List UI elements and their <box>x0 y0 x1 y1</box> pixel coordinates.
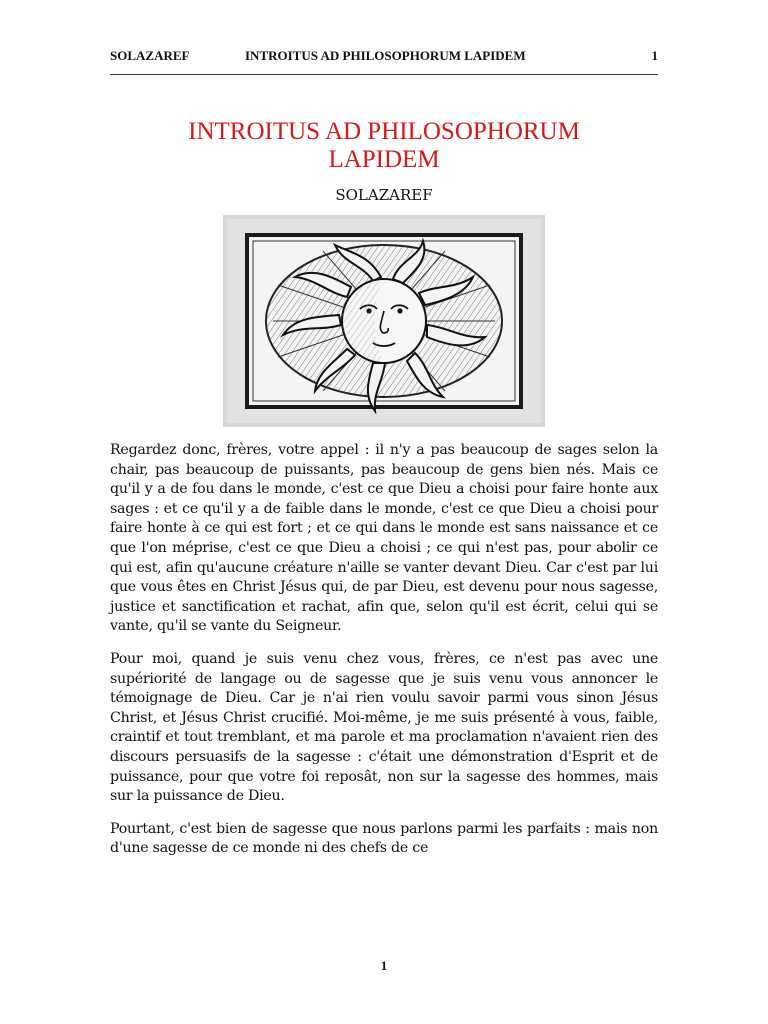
author-name: SOLAZAREF <box>335 186 433 204</box>
header-title: INTROITUS AD PHILOSOPHORUM LAPIDEM <box>245 48 526 63</box>
title-line-1: INTROITUS AD PHILOSOPHORUM <box>188 118 580 145</box>
header-divider <box>110 74 658 75</box>
header-page-number: 1 <box>651 48 658 63</box>
page-number: 1 <box>380 958 388 973</box>
running-header <box>110 48 658 68</box>
sun-face-engraving-icon <box>223 215 545 427</box>
header-author: SOLAZAREF <box>110 48 190 63</box>
body-text <box>110 441 658 872</box>
sun-face-illustration <box>223 215 545 427</box>
paragraph-3: Pourtant, c'est bien de sagesse que nous parlons parmi les parfaits : mais non d'une sagesse de ce monde ni des chefs de ce <box>110 820 658 857</box>
document-title <box>110 118 658 174</box>
title-line-2: LAPIDEM <box>328 146 440 173</box>
paragraph-1: Regardez donc, frères, votre appel : il n'y a pas beaucoup de sages selon la chair, pas beaucoup de puissants, pas beaucoup de gens bien nés. Mais ce qu'il y a de fou dans le monde, c'est ce que Dieu a choisi pour faire honte aux sages : et ce qu'il y a de faible dans le monde, c'est ce que Dieu a choisi pour faire honte à ce qui est fort ; et ce qui dans le monde est sans naissance et ce que l'on méprise, c'est ce que Dieu a choisi ; ce qui n'est pas, pour abolir ce qui est, afin qu'aucune créature n'aille se vanter devant Dieu. Car c'est par lui que vous êtes en Christ Jésus qui, de par Dieu, est devenu pour nous sagesse, justice et sanctification et rachat, afin que, selon qu'il est écrit, celui qui se vante, qu'il se vante du Seigneur. <box>110 442 658 635</box>
paragraph-2: Pour moi, quand je suis venu chez vous, frères, ce n'est pas avec une supériorité de langage ou de sagesse que je suis venu vous annoncer le témoignage de Dieu. Car je n'ai rien voulu savoir parmi vous sinon Jésus Christ, et Jésus Christ crucifié. Moi-même, je me suis présenté à vous, faible, craintif et tout tremblant, et ma parole et ma proclamation n'avaient rien des discours persuasifs de la sagesse : c'était une démonstration d'Esprit et de puissance, pour que votre foi reposât, non sur la sagesse des hommes, mais sur la puissance de Dieu. <box>110 650 658 805</box>
